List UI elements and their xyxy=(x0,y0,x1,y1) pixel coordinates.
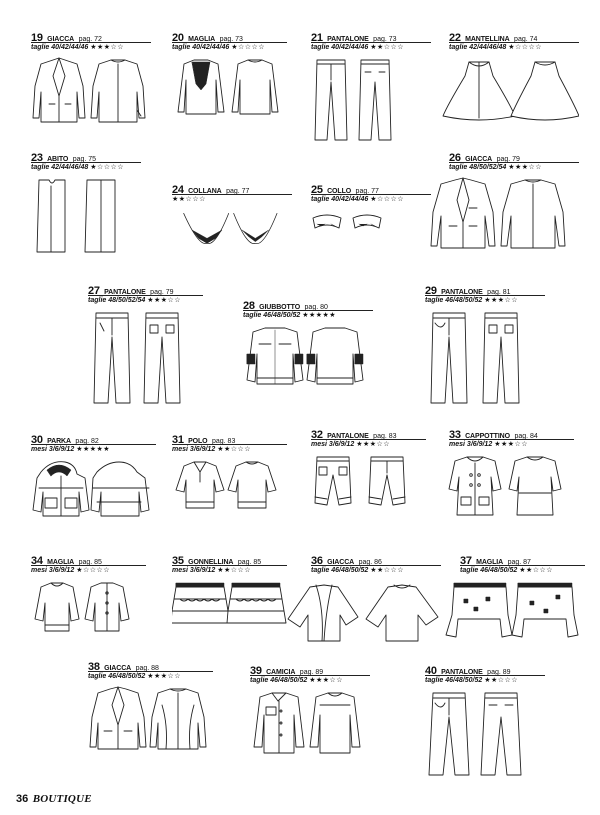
sizes-value: 3/6/9/12 xyxy=(48,446,75,453)
item-sizes xyxy=(311,439,426,451)
item-page: pag. 73 xyxy=(219,36,243,43)
item-page: pag. 88 xyxy=(135,665,159,672)
catalog-item-37 xyxy=(460,551,585,651)
item-number: 28 xyxy=(243,300,255,312)
item-header xyxy=(250,661,370,675)
difficulty-stars: ★★☆☆☆ xyxy=(217,567,252,574)
catalog-item-26 xyxy=(449,148,579,258)
item-sizes xyxy=(172,42,287,54)
difficulty-stars: ★★☆☆☆ xyxy=(172,196,206,203)
sizes-value: 3/6/9/12 xyxy=(328,441,355,448)
item-page: pag. 81 xyxy=(487,289,511,296)
catalog-item-25 xyxy=(311,180,431,260)
item-page: pag. 87 xyxy=(507,559,531,566)
item-name: PANTALONE xyxy=(104,289,146,296)
sizes-label: taglie xyxy=(311,567,330,574)
catalog-item-34 xyxy=(31,551,146,651)
item-page: pag. 85 xyxy=(237,559,262,566)
difficulty-stars: ★★★☆☆ xyxy=(508,164,543,171)
item-name: COLLO xyxy=(327,188,352,195)
trousers-sketch xyxy=(425,309,545,409)
item-page: pag. 89 xyxy=(299,669,324,676)
sizes-label: taglie xyxy=(425,297,444,304)
item-number: 26 xyxy=(449,152,461,164)
item-name: MAGLIA xyxy=(188,36,216,43)
catalog-item-21 xyxy=(311,28,431,138)
item-number: 39 xyxy=(250,665,262,677)
catalog-item-28 xyxy=(243,296,373,396)
difficulty-stars: ★★★★★ xyxy=(302,312,337,319)
sizes-label: taglie xyxy=(31,44,50,51)
catalog-item-22 xyxy=(449,28,579,128)
sizes-label: mesi xyxy=(311,441,327,448)
item-page: pag. 79 xyxy=(496,156,520,163)
item-sizes xyxy=(311,194,431,206)
catalog-item-24 xyxy=(172,180,292,260)
item-name: CAMICIA xyxy=(266,669,296,676)
catalog-item-39 xyxy=(250,661,370,761)
item-page: pag. 84 xyxy=(514,433,538,440)
item-number: 37 xyxy=(460,555,472,567)
item-number: 22 xyxy=(449,32,461,44)
item-sizes xyxy=(31,162,141,174)
item-number: 21 xyxy=(311,32,323,44)
item-page: pag. 73 xyxy=(373,36,397,43)
difficulty-stars: ★★☆☆☆ xyxy=(370,567,405,574)
item-header xyxy=(88,281,203,295)
sizes-value: 48/50/52/54 xyxy=(108,297,146,304)
sizes-label: taglie xyxy=(449,44,468,51)
difficulty-stars: ★★☆☆☆ xyxy=(484,677,519,684)
item-page: pag. 82 xyxy=(75,438,99,445)
jacket-sketch xyxy=(31,56,151,126)
item-name: PANTALONE xyxy=(327,36,369,43)
catalog-item-38 xyxy=(88,657,213,757)
sizes-label: taglie xyxy=(31,164,50,171)
difficulty-stars: ★☆☆☆☆ xyxy=(231,44,266,51)
page-footer xyxy=(16,789,92,807)
difficulty-stars: ★★★☆☆ xyxy=(356,441,391,448)
item-sizes xyxy=(311,42,431,54)
sizes-value: 40/42/44/46 xyxy=(192,44,230,51)
difficulty-stars: ★☆☆☆☆ xyxy=(76,567,111,574)
item-name: ABITO xyxy=(47,156,69,163)
item-name: CAPPOTTINO xyxy=(465,433,510,440)
item-name: GIACCA xyxy=(104,665,132,672)
item-header xyxy=(425,661,545,675)
sizes-value: 3/6/9/12 xyxy=(189,446,216,453)
item-header xyxy=(425,281,545,295)
item-sizes xyxy=(88,295,203,307)
difficulty-stars: ★★★☆☆ xyxy=(494,441,529,448)
item-page: pag. 77 xyxy=(355,188,379,195)
item-header xyxy=(449,28,579,42)
difficulty-stars: ★★★☆☆ xyxy=(147,297,182,304)
item-page: pag. 85 xyxy=(78,559,102,566)
item-number: 29 xyxy=(425,285,437,297)
sizes-value: 46/48/50/52 xyxy=(445,677,483,684)
sizes-value: 3/6/9/12 xyxy=(189,567,216,574)
jacket-sketch xyxy=(88,685,213,751)
trousers-sketch xyxy=(425,689,545,779)
dress-sketch xyxy=(31,176,141,256)
sizes-label: taglie xyxy=(88,297,107,304)
catalog-item-30 xyxy=(31,430,156,530)
item-number: 20 xyxy=(172,32,184,44)
item-sizes xyxy=(311,565,441,577)
item-number: 27 xyxy=(88,285,100,297)
sizes-value: 46/48/50/52 xyxy=(331,567,369,574)
item-header xyxy=(31,551,146,565)
item-name: GIUBBOTTO xyxy=(259,304,301,311)
printed-sweater-sketch xyxy=(440,579,585,644)
item-number: 23 xyxy=(31,152,43,164)
item-header xyxy=(243,296,373,310)
difficulty-stars: ★☆☆☆☆ xyxy=(370,196,405,203)
sizes-label: taglie xyxy=(311,44,330,51)
item-name: COLLANA xyxy=(188,188,222,195)
item-header xyxy=(449,425,574,439)
item-page: pag. 75 xyxy=(72,156,97,163)
sizes-value: 42/44/46/48 xyxy=(51,164,89,171)
catalog-item-35 xyxy=(172,551,287,651)
item-name: MANTELLINA xyxy=(465,36,510,43)
item-header xyxy=(311,425,426,439)
difficulty-stars: ★★☆☆☆ xyxy=(217,446,252,453)
item-header xyxy=(449,148,579,162)
jacket-sketch xyxy=(429,176,579,251)
sizes-value: 42/44/46/48 xyxy=(469,44,507,51)
item-number: 19 xyxy=(31,32,43,44)
item-name: PANTALONE xyxy=(441,669,483,676)
difficulty-stars: ★★☆☆☆ xyxy=(370,44,405,51)
item-sizes xyxy=(449,162,579,174)
sizes-label: taglie xyxy=(460,567,479,574)
item-sizes xyxy=(460,565,585,577)
item-name: GONNELLINA xyxy=(188,559,234,566)
sizes-label: taglie xyxy=(425,677,444,684)
sizes-value: 48/50/52/54 xyxy=(469,164,507,171)
necklace-sketch xyxy=(172,210,292,260)
item-header xyxy=(311,28,431,42)
item-page: pag. 89 xyxy=(487,669,511,676)
sizes-value: 40/42/44/46 xyxy=(51,44,89,51)
sizes-value: 46/48/50/52 xyxy=(270,677,308,684)
catalog-item-23 xyxy=(31,148,141,258)
difficulty-stars: ★★★☆☆ xyxy=(309,677,344,684)
catalog-item-31 xyxy=(172,430,287,530)
item-header xyxy=(88,657,213,671)
sizes-label: mesi xyxy=(172,567,188,574)
item-number: 36 xyxy=(311,555,323,567)
item-number: 34 xyxy=(31,555,43,567)
difficulty-stars: ★☆☆☆☆ xyxy=(508,44,543,51)
item-page: pag. 80 xyxy=(304,304,328,311)
item-number: 31 xyxy=(172,434,184,446)
catalog-item-27 xyxy=(88,281,203,411)
item-header xyxy=(31,148,141,162)
item-page: pag. 86 xyxy=(358,559,382,566)
item-sizes xyxy=(172,565,287,577)
item-sizes xyxy=(250,675,370,687)
item-name: GIACCA xyxy=(465,156,493,163)
trousers-sketch xyxy=(88,309,203,409)
item-sizes xyxy=(172,444,287,456)
item-name: GIACCA xyxy=(327,559,355,566)
item-header xyxy=(286,551,441,565)
collar-sketch xyxy=(311,210,431,240)
sizes-value: 40/42/44/46 xyxy=(331,196,369,203)
item-page: pag. 83 xyxy=(211,438,236,445)
item-number: 30 xyxy=(31,434,43,446)
cape-sketch xyxy=(429,56,579,126)
item-name: MAGLIA xyxy=(47,559,75,566)
sizes-label: mesi xyxy=(172,446,188,453)
item-number: 33 xyxy=(449,429,461,441)
item-name: PARKA xyxy=(47,438,71,445)
item-page: pag. 79 xyxy=(150,289,174,296)
difficulty-stars: ★★★☆☆ xyxy=(484,297,519,304)
sizes-value: 46/48/50/52 xyxy=(445,297,483,304)
catalog-item-36 xyxy=(286,551,441,651)
difficulty-stars: ★★☆☆☆ xyxy=(519,567,554,574)
kimono-jacket-sketch xyxy=(286,579,441,644)
catalog-item-40 xyxy=(425,661,545,781)
item-name: POLO xyxy=(188,438,208,445)
item-header xyxy=(172,180,292,194)
item-sizes xyxy=(243,310,373,322)
sizes-value: 3/6/9/12 xyxy=(48,567,75,574)
item-name: MAGLIA xyxy=(476,559,504,566)
sizes-value: 3/6/9/12 xyxy=(466,441,493,448)
brand-logo: BOUTIQUE xyxy=(32,793,92,805)
item-header xyxy=(172,551,287,565)
difficulty-stars: ★★★★★ xyxy=(76,446,111,453)
baby-sweater-sketch xyxy=(31,579,146,641)
catalog-item-32 xyxy=(311,425,426,525)
item-page: pag. 83 xyxy=(373,433,397,440)
baby-coat-sketch xyxy=(439,453,574,518)
item-number: 24 xyxy=(172,184,184,196)
item-header xyxy=(172,430,287,444)
item-name: PANTALONE xyxy=(441,289,483,296)
item-sizes xyxy=(425,295,545,307)
difficulty-stars: ★☆☆☆☆ xyxy=(90,164,125,171)
sizes-label: mesi xyxy=(31,567,47,574)
tiered-skirt-sketch xyxy=(172,581,287,643)
item-name: GIACCA xyxy=(47,36,75,43)
catalog-item-29 xyxy=(425,281,545,411)
catalog-item-33 xyxy=(449,425,574,525)
item-sizes xyxy=(31,565,146,577)
item-page: pag. 72 xyxy=(78,36,102,43)
item-header xyxy=(172,28,287,42)
difficulty-stars: ★★★☆☆ xyxy=(90,44,125,51)
item-header xyxy=(311,180,431,194)
item-sizes xyxy=(88,671,213,683)
polo-sketch xyxy=(172,458,287,520)
bomber-jacket-sketch xyxy=(243,324,373,389)
item-sizes xyxy=(449,439,574,451)
sizes-value: 46/48/50/52 xyxy=(108,673,146,680)
sweater-sketch xyxy=(172,56,287,126)
catalog-item-19 xyxy=(31,28,151,118)
item-header xyxy=(460,551,585,565)
trousers-sketch xyxy=(311,56,431,146)
item-sizes xyxy=(172,194,292,206)
sizes-label: taglie xyxy=(250,677,269,684)
sizes-label: taglie xyxy=(449,164,468,171)
item-number: 40 xyxy=(425,665,437,677)
item-sizes xyxy=(31,444,156,456)
sizes-value: 40/42/44/46 xyxy=(331,44,369,51)
catalog-item-20 xyxy=(172,28,287,118)
baby-trousers-sketch xyxy=(311,453,426,513)
sizes-label: mesi xyxy=(449,441,465,448)
item-sizes xyxy=(425,675,545,687)
shirt-sketch xyxy=(250,689,370,757)
sizes-label: taglie xyxy=(243,312,262,319)
item-sizes xyxy=(31,42,151,54)
sizes-label: mesi xyxy=(31,446,47,453)
difficulty-stars: ★★★☆☆ xyxy=(147,673,182,680)
sizes-label: taglie xyxy=(311,196,330,203)
item-sizes xyxy=(449,42,579,54)
item-page: pag. 77 xyxy=(226,188,250,195)
page-number: 36 xyxy=(16,793,29,805)
item-header xyxy=(31,28,151,42)
item-number: 38 xyxy=(88,661,100,673)
item-number: 35 xyxy=(172,555,184,567)
item-number: 32 xyxy=(311,429,323,441)
parka-sketch xyxy=(31,458,156,520)
sizes-value: 46/48/50/52 xyxy=(480,567,518,574)
sizes-label: taglie xyxy=(172,44,191,51)
item-header xyxy=(31,430,156,444)
item-name: PANTALONE xyxy=(327,433,369,440)
sizes-value: 46/48/50/52 xyxy=(263,312,301,319)
item-page: pag. 74 xyxy=(514,36,538,43)
item-number: 25 xyxy=(311,184,323,196)
sizes-label: taglie xyxy=(88,673,107,680)
